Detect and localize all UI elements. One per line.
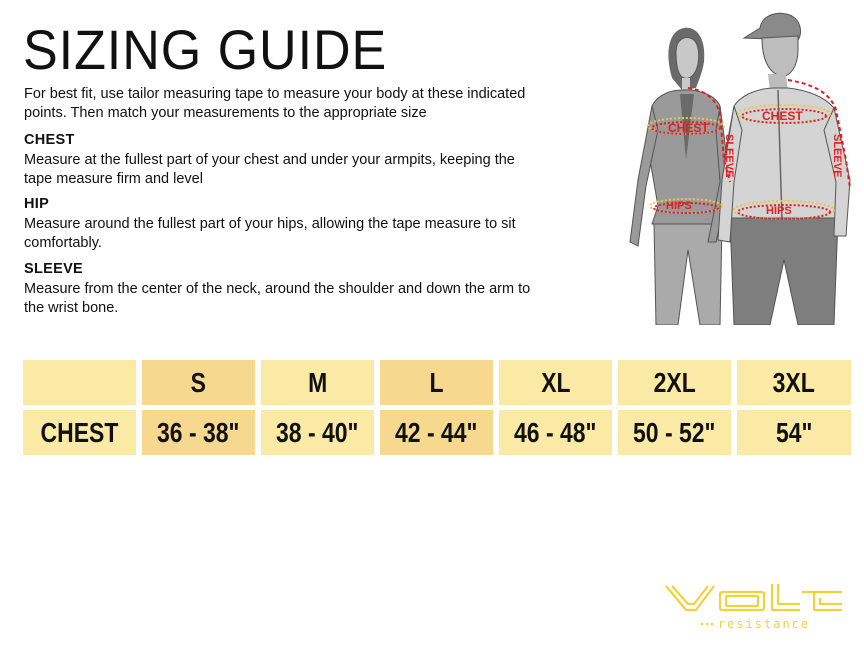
hip-heading: HIP — [24, 196, 50, 212]
chest-value-3xl: 54" — [737, 410, 851, 455]
woman-figure — [630, 28, 730, 325]
size-header-3xl: 3XL — [737, 360, 851, 405]
logo-tagline: resistance — [717, 617, 811, 631]
sleeve-section — [24, 260, 534, 318]
woman-hips-label: HIPS — [666, 200, 692, 212]
corner-cell — [23, 360, 136, 405]
man-sleeve-label: SLEEVE — [831, 134, 843, 178]
row-label-chest: CHEST — [23, 410, 136, 455]
chest-value-xl: 46 - 48" — [499, 410, 612, 455]
size-header-s: S — [142, 360, 255, 405]
chest-value-l: 42 - 44" — [380, 410, 493, 455]
chest-heading: CHEST — [24, 132, 75, 148]
hip-description: Measure around the fullest part of your hips, allowing the tape measure to sit comfortably. — [24, 216, 516, 251]
chest-value-m: 38 - 40" — [261, 410, 374, 455]
chest-value-s: 36 - 38" — [142, 410, 255, 455]
sleeve-description: Measure from the center of the neck, around the shoulder and down the arm to the wrist bone. — [24, 281, 531, 316]
hip-section — [24, 195, 534, 253]
woman-chest-label: CHEST — [668, 121, 709, 135]
intro-text: For best fit, use tailor measuring tape to measure your body at these indicated points. Then match your measurements to the appropriate size — [24, 86, 526, 121]
man-chest-label: CHEST — [762, 109, 803, 123]
woman-sleeve-label: SLEEVE — [723, 134, 735, 178]
chest-description: Measure at the fullest part of your chest and under your armpits, keeping the tape measure firm and level — [24, 152, 515, 187]
chest-section — [24, 131, 534, 189]
volt-logo — [664, 580, 846, 632]
size-header-2xl: 2XL — [618, 360, 731, 405]
size-header-l: L — [380, 360, 493, 405]
chest-value-2xl: 50 - 52" — [618, 410, 731, 455]
size-header-m: M — [261, 360, 374, 405]
logo-letter-v — [666, 586, 714, 610]
sleeve-heading: SLEEVE — [24, 261, 84, 277]
size-header-xl: XL — [499, 360, 612, 405]
man-figure — [718, 13, 850, 325]
measurement-illustration — [612, 10, 856, 325]
man-hips-label: HIPS — [766, 205, 792, 217]
page-title: SIZING GUIDE — [23, 18, 388, 81]
